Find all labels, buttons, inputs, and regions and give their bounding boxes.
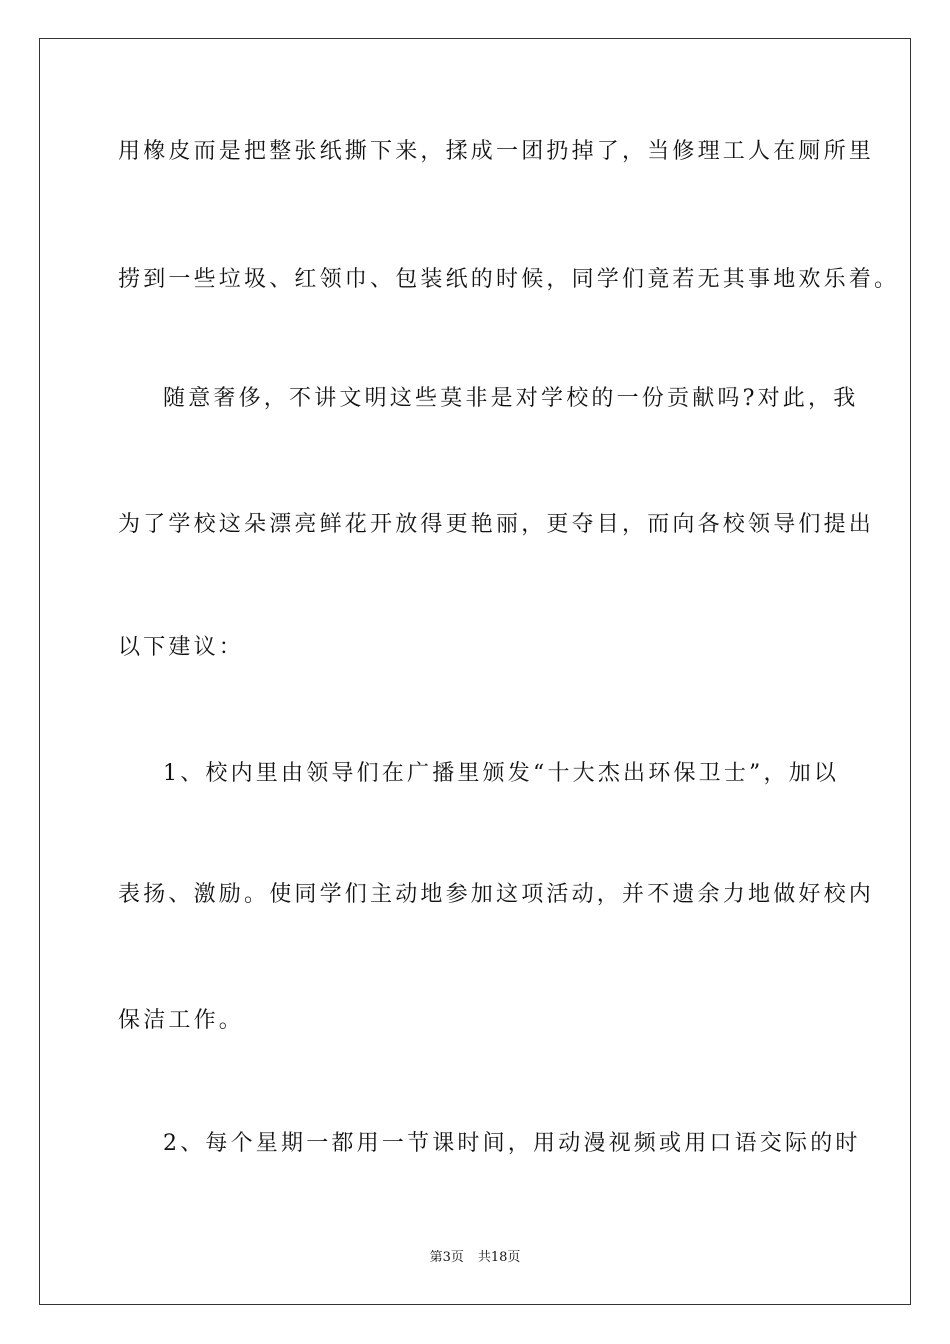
paragraph-line-7: 表扬、激励。使同学们主动地参加这项活动，并不遗余力地做好校内	[118, 882, 875, 907]
paragraph-line-5: 以下建议：	[118, 635, 245, 660]
page-border	[39, 38, 911, 1305]
page-number-total: 共18页	[477, 1250, 521, 1265]
paragraph-line-4: 为了学校这朵漂亮鲜花开放得更艳丽，更夺目，而向各校领导们提出	[118, 512, 875, 537]
page-footer	[0, 1251, 950, 1264]
paragraph-line-3: 随意奢侈，不讲文明这些莫非是对学校的一份贡献吗?对此，我	[163, 386, 859, 411]
paragraph-line-1: 用橡皮而是把整张纸撕下来，揉成一团扔掉了，当修理工人在厕所里	[118, 139, 875, 164]
paragraph-line-9: 2、每个星期一都用一节课时间，用动漫视频或用口语交际的时	[163, 1131, 861, 1156]
page-number-current: 第3页	[429, 1250, 464, 1265]
paragraph-line-6: 1、校内里由领导们在广播里颁发“十大杰出环保卫士”，加以	[163, 761, 840, 786]
paragraph-line-2: 捞到一些垃圾、红领巾、包装纸的时候，同学们竟若无其事地欢乐着。	[118, 267, 900, 292]
paragraph-line-8: 保洁工作。	[118, 1008, 245, 1033]
